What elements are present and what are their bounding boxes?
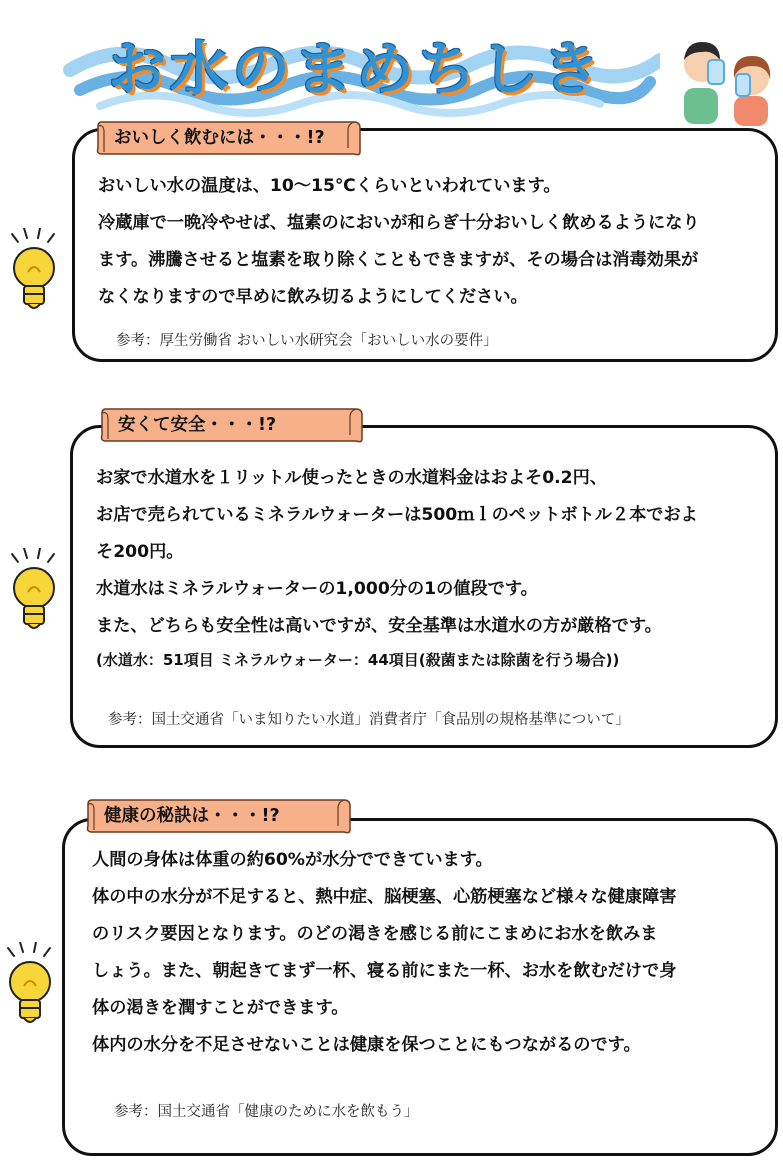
- body-line: しょう。また、朝起きてまず一杯、寝る前にまた一杯、お水を飲むだけで身: [92, 961, 677, 981]
- body-line: 水道水はミネラルウォーターの1,000分の1の値段です。: [96, 579, 538, 599]
- scroll-banner: [86, 796, 352, 834]
- section-heading: 健康の秘訣は・・・!?: [104, 806, 280, 826]
- scroll-banner: [100, 405, 364, 443]
- body-line: ます。沸騰させると塩素を取り除くこともできますが、その場合は消毒効果が: [98, 250, 699, 270]
- body-line: そ200円。: [96, 542, 184, 562]
- body-line: おいしい水の温度は、10〜15℃くらいといわれています。: [98, 176, 561, 196]
- body-line: なくなりますので早めに飲み切るようにしてください。: [98, 287, 528, 307]
- section-heading: おいしく飲むには・・・!?: [114, 128, 325, 148]
- body-line: のリスク要因となります。のどの渇きを感じる前にこまめにお水を飲みま: [92, 924, 658, 944]
- body-line: 冷蔵庫で一晩冷やせば、塩素のにおいが和らぎ十分おいしく飲めるようになり: [98, 213, 700, 233]
- lightbulb-icon: [6, 228, 62, 320]
- body-line: 体の中の水分が不足すると、熱中症、脳梗塞、心筋梗塞など様々な健康障害: [92, 887, 677, 907]
- lightbulb-icon: [6, 548, 62, 640]
- reference-note: 参考：厚生労働省 おいしい水研究会「おいしい水の要件」: [116, 333, 498, 349]
- kids-drinking-water-illustration: [672, 30, 780, 128]
- body-line: 体内の水分を不足させないことは健康を保つことにもつながるのです。: [92, 1035, 641, 1055]
- body-line: 人間の身体は体重の約60%が水分でできています。: [92, 850, 493, 870]
- page-title: お水のまめちしき: [108, 35, 605, 103]
- body-line: 体の渇きを潤すことができます。: [92, 998, 349, 1018]
- section-heading: 安くて安全・・・!?: [118, 415, 277, 435]
- reference-note: 参考：国土交通省「健康のために水を飲もう」: [114, 1104, 419, 1120]
- body-line: また、どちらも安全性は高いですが、安全基準は水道水の方が厳格です。: [96, 616, 662, 636]
- body-line: お店で売られているミネラルウォーターは500ｍｌのペットボトル２本でおよ: [96, 505, 698, 525]
- scroll-banner: [96, 118, 362, 156]
- reference-note: 参考：国土交通省「いま知りたい水道」消費者庁「食品別の規格基準について」: [108, 712, 630, 728]
- body-note: (水道水：51項目 ミネラルウォーター：44項目(殺菌または除菌を行う場合)): [96, 651, 620, 669]
- lightbulb-icon: [2, 942, 58, 1034]
- body-line: お家で水道水を１リットル使ったときの水道料金はおよそ0.2円、: [96, 468, 608, 488]
